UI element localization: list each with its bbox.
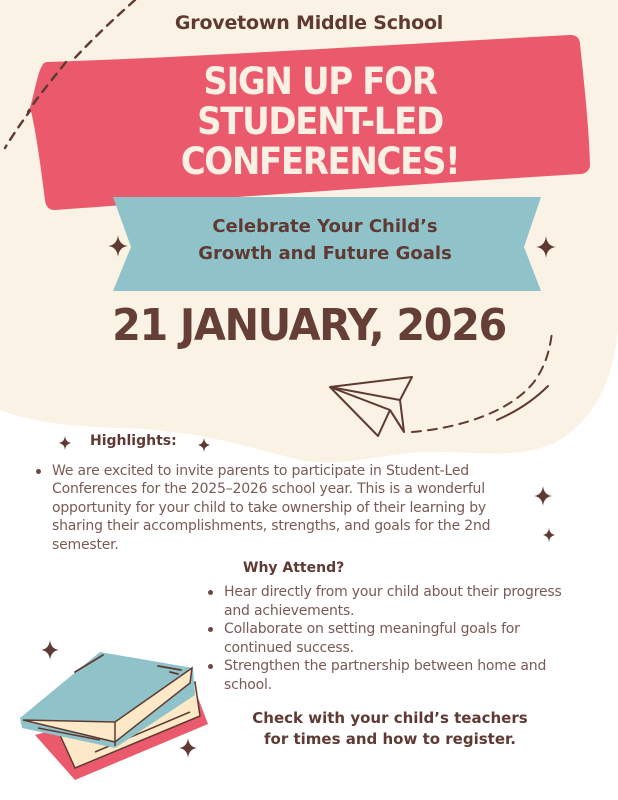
ribbon-subtitle xyxy=(130,213,520,267)
event-date: 21 JANUARY, 2026 xyxy=(112,300,506,351)
headline-line: STUDENT-LED xyxy=(197,100,443,143)
why-attend-heading: Why Attend? xyxy=(243,560,345,576)
school-name: Grovetown Middle School xyxy=(174,12,444,34)
bullet-icon xyxy=(208,590,213,595)
sparkle-icon xyxy=(179,738,197,758)
books-icon xyxy=(20,652,208,780)
why-attend-list xyxy=(208,583,568,694)
list-item-text: Strengthen the partnership between home and school. xyxy=(224,658,547,693)
list-item xyxy=(208,620,568,657)
headline-line: CONFERENCES! xyxy=(180,140,460,183)
sparkle-icon xyxy=(198,438,210,452)
list-item xyxy=(208,657,568,694)
list-item-text: We are excited to invite parents to participate in Student-Led Conferences for the 2025–2026 school year. This is a wonderful opportunity for your child to take ownership of their learning by sharing their accomplishments, strengths, and goals for the 2nd semester. xyxy=(52,463,491,553)
sparkle-icon xyxy=(543,528,555,542)
list-item-text: Hear directly from your child about their progress and achievements. xyxy=(224,584,562,619)
sparkle-icon xyxy=(41,640,59,660)
ribbon-line: Celebrate Your Child’s xyxy=(212,216,438,237)
highlights-list xyxy=(36,462,536,554)
list-item-text: Collaborate on setting meaningful goals for continued success. xyxy=(224,621,520,656)
highlights-heading: Highlights: xyxy=(90,433,177,449)
bullet-icon xyxy=(208,664,213,669)
headline xyxy=(81,62,559,182)
call-to-action: Check with your child’s teachers for times and how to register. xyxy=(252,709,528,748)
bullet-icon xyxy=(208,627,213,632)
sparkle-icon xyxy=(59,436,71,450)
bullet-icon xyxy=(36,469,41,474)
list-item xyxy=(208,583,568,620)
list-item xyxy=(36,462,536,554)
ribbon-line: Growth and Future Goals xyxy=(198,243,452,264)
headline-line: SIGN UP FOR xyxy=(203,60,437,103)
sparkle-icon xyxy=(534,486,552,506)
